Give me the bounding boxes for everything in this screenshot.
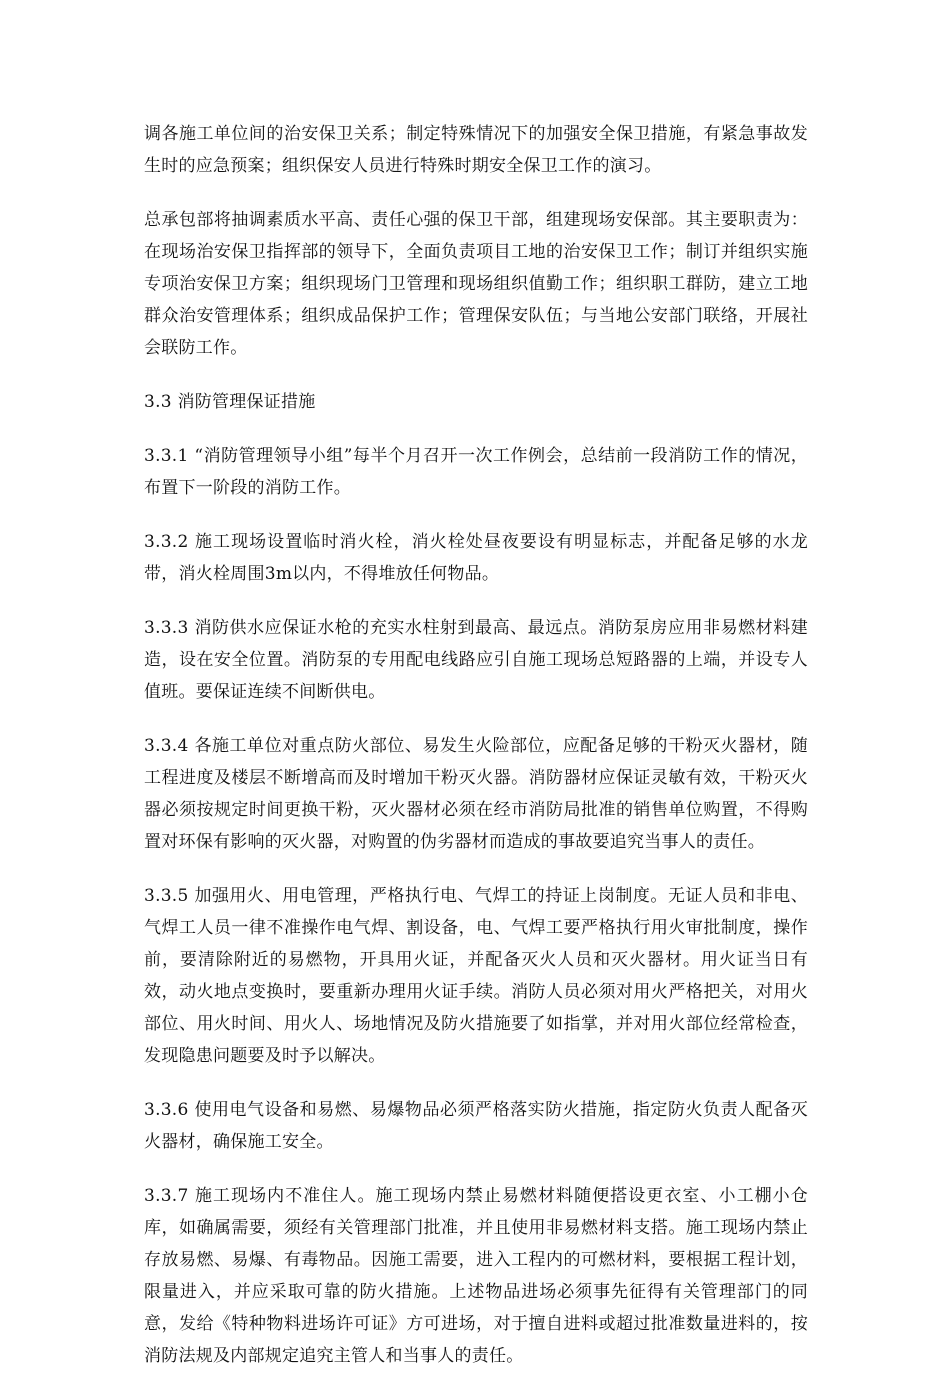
paragraph-3-3-1: 3.3.1 “消防管理领导小组”每半个月召开一次工作例会，总结前一段消防工作的情况，布置下一阶段的消防工作。	[144, 446, 808, 498]
paragraph-3-3-2: 3.3.2 施工现场设置临时消火栓，消火栓处昼夜要设有明显标志，并配备足够的水龙带，消火栓周围3m以内，不得堆放任何物品。	[144, 532, 808, 584]
paragraph-security-department: 总承包部将抽调素质水平高、责任心强的保卫干部，组建现场安保部。其主要职责为：在现场治安保卫指挥部的领导下，全面负责项目工地的治安保卫工作；制订并组织实施专项治安保卫方案；组织现场门卫管理和现场组织值勤工作；组织职工群防，建立工地群众治安管理体系；组织成品保护工作；管理保安队伍；与当地公安部门联络，开展社会联防工作。	[144, 210, 808, 358]
paragraph-3-3-4: 3.3.4 各施工单位对重点防火部位、易发生火险部位，应配备足够的干粉灭火器材，随工程进度及楼层不断增高而及时增加干粉灭火器。消防器材应保证灵敏有效，干粉灭火器必须按规定时间更换干粉，灭火器材必须在经市消防局批准的销售单位购置，不得购置对环保有影响的灭火器，对购置的伪劣器材而造成的事故要追究当事人的责任。	[144, 736, 808, 852]
paragraph-security-coordination: 调各施工单位间的治安保卫关系；制定特殊情况下的加强安全保卫措施，有紧急事故发生时的应急预案；组织保安人员进行特殊时期安全保卫工作的演习。	[144, 124, 808, 176]
paragraph-3-3-7: 3.3.7 施工现场内不准住人。施工现场内禁止易燃材料随便搭设更衣室、小工棚小仓库，如确属需要，须经有关管理部门批准，并且使用非易燃材料支搭。施工现场内禁止存放易燃、易爆、有毒物品。因施工需要，进入工程内的可燃材料，要根据工程计划，限量进入，并应采取可靠的防火措施。上述物品进场必须事先征得有关管理部门的同意，发给《特种物料进场许可证》方可进场，对于擅自进料或超过批准数量进料的，按消防法规及内部规定追究主管人和当事人的责任。	[144, 1186, 808, 1366]
document-body	[144, 118, 808, 1394]
section-heading-3-3: 3.3 消防管理保证措施	[144, 392, 316, 412]
paragraph-3-3-6: 3.3.6 使用电气设备和易燃、易爆物品必须严格落实防火措施，指定防火负责人配备灭火器材，确保施工安全。	[144, 1100, 808, 1152]
paragraph-3-3-3: 3.3.3 消防供水应保证水枪的充实水柱射到最高、最远点。消防泵房应用非易燃材料建造，设在安全位置。消防泵的专用配电线路应引自施工现场总短路器的上端，并设专人值班。要保证连续不间断供电。	[144, 618, 808, 702]
paragraph-3-3-5: 3.3.5 加强用火、用电管理，严格执行电、气焊工的持证上岗制度。无证人员和非电、气焊工人员一律不准操作电气焊、割设备，电、气焊工要严格执行用火审批制度，操作前，要清除附近的易燃物，开具用火证，并配备灭火人员和灭火器材。用火证当日有效，动火地点变换时，要重新办理用火证手续。消防人员必须对用火严格把关，对用火部位、用火时间、用火人、场地情况及防火措施要了如指掌，并对用火部位经常检查，发现隐患问题要及时予以解决。	[144, 886, 808, 1066]
